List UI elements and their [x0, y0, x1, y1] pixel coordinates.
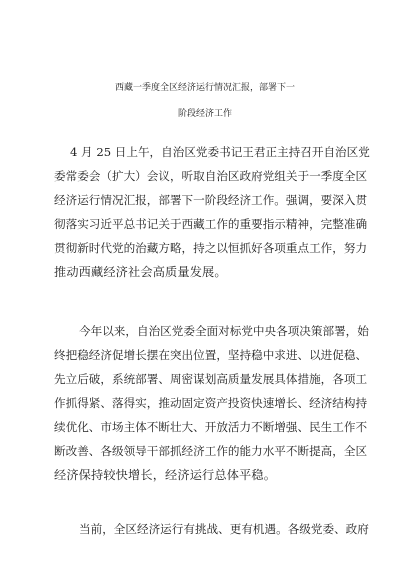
paragraph-2-line-5: 续优化、市场主体不断壮大、开放活力不断增强、民生工作不: [54, 420, 368, 434]
article-title-line-2: 阶段经济工作: [177, 109, 232, 119]
paragraph-1-line-1: 4 月 25 日上午，自治区党委书记王君正主持召开自治区党: [70, 145, 370, 159]
paragraph-1-line-6: 推动西藏经济社会高质量发展。: [54, 265, 227, 279]
paragraph-2-line-7: 经济保持较快增长，经济运行总体平稳。: [54, 468, 277, 482]
paragraph-3-line-1: 当前，全区经济运行有挑战、更有机遇。各级党委、政府: [79, 522, 369, 536]
paragraph-2-line-3: 先立后破，系统部署、周密谋划高质量发展具体措施，各项工: [54, 372, 368, 386]
paragraph-2-line-2: 终把稳经济促增长摆在突出位置，坚持稳中求进、以进促稳、: [54, 348, 368, 362]
paragraph-1-line-5: 贯彻新时代党的治藏方略，持之以恒抓好各项重点工作，努力: [54, 241, 368, 255]
article-title-line-1: 西藏一季度全区经济运行情况汇报，部署下一: [114, 83, 295, 93]
paragraph-1-line-4: 彻落实习近平总书记关于西藏工作的重要指示精神，完整准确: [54, 217, 368, 231]
paragraph-1-line-3: 经济运行情况汇报，部署下一阶段经济工作。强调，要深入贯: [54, 193, 368, 207]
paragraph-2-line-4: 作抓得紧、落得实，推动固定资产投资快速增长、经济结构持: [54, 396, 368, 410]
paragraph-1-line-2: 委常委会（扩大）会议，听取自治区政府党组关于一季度全区: [54, 169, 368, 183]
paragraph-2-line-6: 断改善、各级领导干部抓经济工作的能力水平不断提高，全区: [54, 444, 368, 458]
paragraph-2-line-1: 今年以来，自治区党委全面对标党中央各项决策部署，始: [79, 324, 369, 338]
